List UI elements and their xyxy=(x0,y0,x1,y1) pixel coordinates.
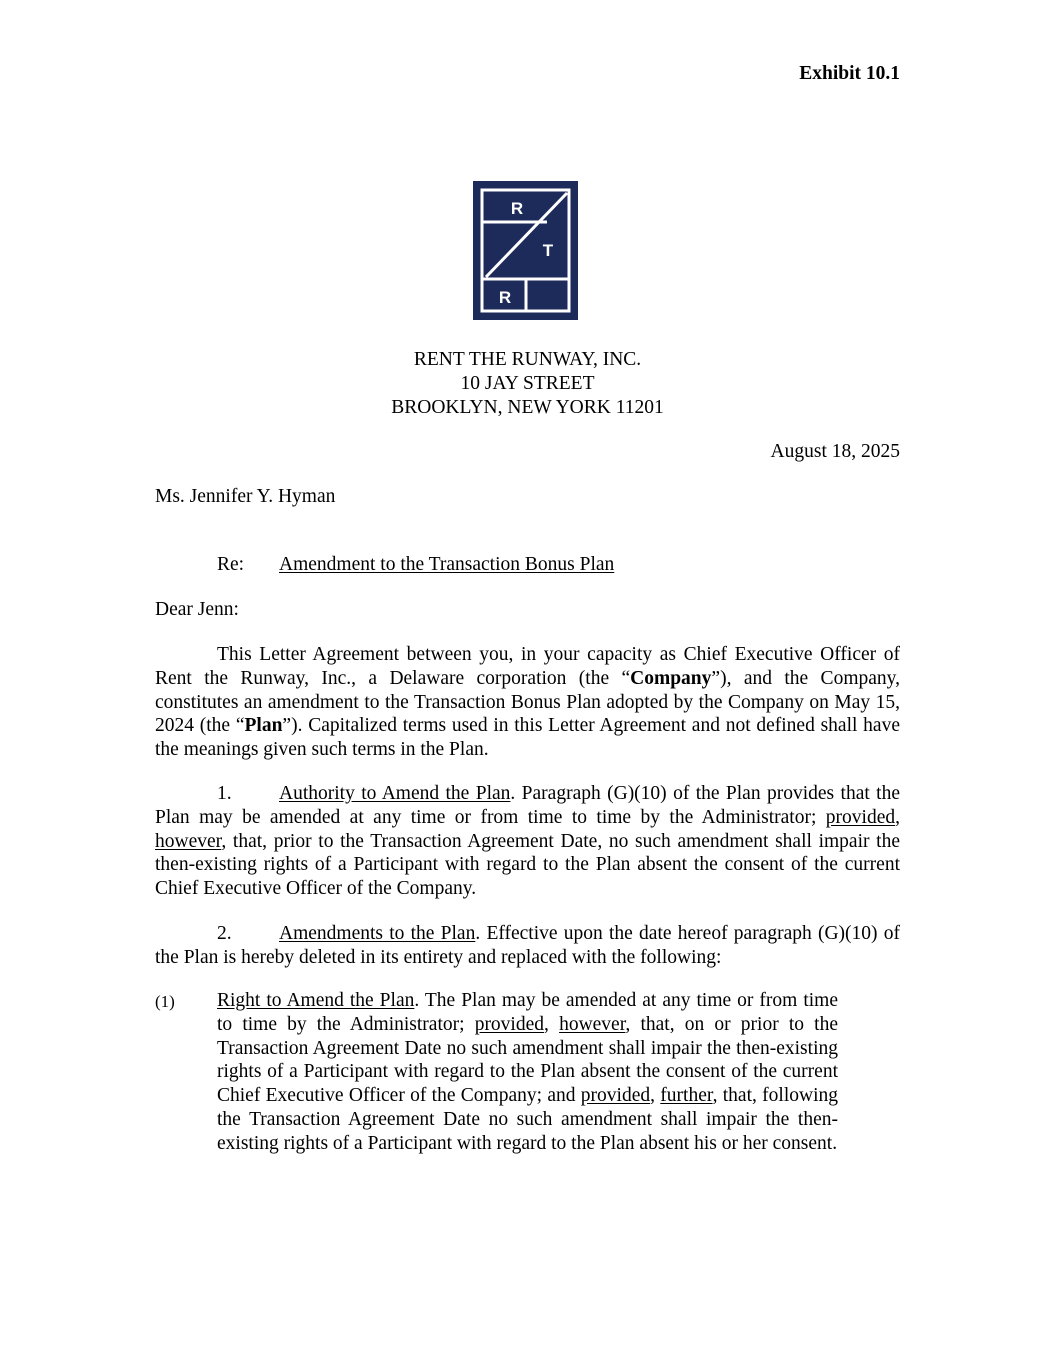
clause-further: further xyxy=(660,1085,713,1107)
clause-heading: Right to Amend the Plan xyxy=(217,990,415,1011)
section-2-number: 2. xyxy=(217,923,232,944)
clause-text-1: . The Plan may be amended at any time or from time to time by the Administrator; xyxy=(217,990,838,1035)
company-address xyxy=(155,348,900,420)
section-1-number: 1. xyxy=(217,783,232,804)
intro-text-2: ”), and the Company, constitutes an amendment to the Transaction Bonus Plan adopted by the Company on May 15, 2024 (the “ xyxy=(155,667,900,737)
amended-clause xyxy=(155,989,840,1156)
clause-text-2: , that, on or prior to the Transaction Agreement Date no such amendment shall impair the then-existing rights of a Participant with regard to the Plan absent the consent of the current Chief Executive Officer of the Company; and xyxy=(217,1013,838,1107)
section-2-paragraph xyxy=(155,922,900,970)
section-2-text: . Effective upon the date hereof paragraph (G)(10) of the Plan is hereby deleted in its entirety and replaced with the following: xyxy=(155,923,900,968)
company-name: RENT THE RUNWAY, INC. xyxy=(413,349,642,370)
company-defined-term: Company xyxy=(630,667,712,689)
company-city: BROOKLYN, NEW YORK 11201 xyxy=(391,397,664,418)
section-2-heading: Amendments to the Plan xyxy=(279,923,476,944)
salutation: Dear Jenn: xyxy=(155,599,239,620)
company-street: 10 JAY STREET xyxy=(460,373,595,394)
clause-comma: , xyxy=(544,1013,560,1035)
plan-defined-term: Plan xyxy=(244,715,283,737)
section-1-heading: Authority to Amend the Plan xyxy=(279,783,511,804)
subject-line xyxy=(217,553,614,577)
subject-text: Amendment to the Transaction Bonus Plan xyxy=(279,554,615,575)
intro-paragraph xyxy=(155,643,900,762)
section-1-however: however xyxy=(155,830,222,852)
logo-letter-top: R xyxy=(510,199,524,218)
clause-text-3: , that, following the Transaction Agreement Date no such amendment shall impair the then-existing rights of a Participant with regard to the Plan absent his or her consent. xyxy=(217,1085,838,1154)
clause-provided: provided xyxy=(474,1013,545,1035)
section-1-text-2: , that, prior to the Transaction Agreement Date, no such amendment shall impair the then-existing rights of a Participant with regard to the Plan absent the consent of the current Chief Executive Officer of the Company. xyxy=(155,830,900,900)
clause-provided-2: provided xyxy=(580,1085,651,1107)
logo-letter-bottom: R xyxy=(498,288,512,307)
section-1-provided: provided xyxy=(825,806,896,828)
section-1-text-1: . Paragraph (G)(10) of the Plan provides that the Plan may be amended at any time or from time to time by the Administrator; xyxy=(155,783,900,828)
section-1-paragraph xyxy=(155,782,900,901)
letter-date: August 18, 2025 xyxy=(770,441,900,462)
clause-however: however xyxy=(559,1013,626,1035)
intro-text-1: This Letter Agreement between you, in your capacity as Chief Executive Officer of Rent the Runway, Inc., a Delaware corporation (the “ xyxy=(155,644,900,689)
exhibit-label: Exhibit 10.1 xyxy=(799,63,900,84)
clause-number: (1) xyxy=(155,992,175,1011)
subject-label: Re: xyxy=(217,554,245,575)
section-1-comma: , xyxy=(895,806,900,828)
recipient-name: Ms. Jennifer Y. Hyman xyxy=(155,486,336,507)
clause-body xyxy=(217,989,838,1156)
intro-text-3: ”). Capitalized terms used in this Letter Agreement and not defined shall have the meanings given such terms in the Plan. xyxy=(155,715,900,761)
logo-letter-middle: T xyxy=(542,241,554,260)
clause-comma-2: , xyxy=(650,1085,661,1107)
company-logo xyxy=(473,181,578,320)
